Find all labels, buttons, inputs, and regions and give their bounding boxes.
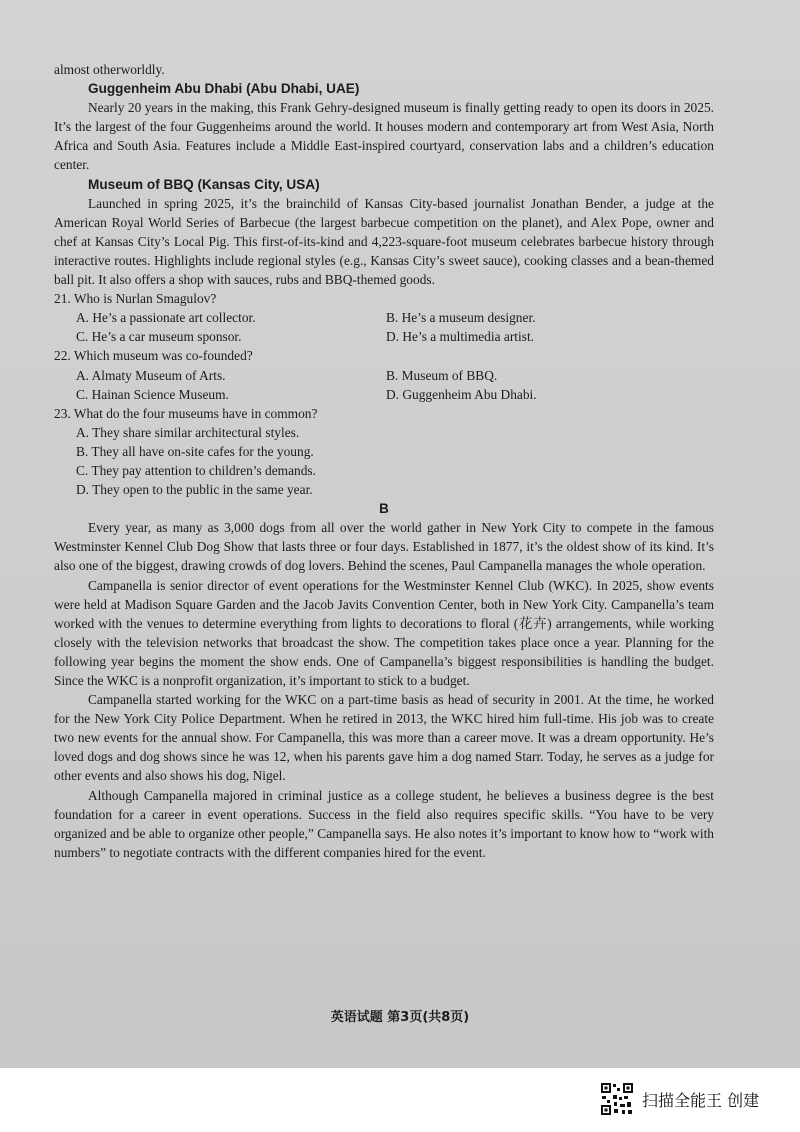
question-stem: 22. Which museum was co-founded? bbox=[54, 348, 253, 364]
qr-code-icon bbox=[600, 1082, 634, 1116]
option-b: B. Museum of BBQ. bbox=[386, 367, 498, 383]
option-c: C. They pay attention to children’s demands. bbox=[76, 462, 316, 478]
passage-b-paragraph-2: Campanella is senior director of event operations for the Westminster Kennel Club (WKC). In 2025, show events were held at Madison Square Garden and the Jacob Javits Convention Center, both in New York City. Campanella’s team worked with the venues to determine everything from lights to decorations to floral (花卉) arrangements, while working closely with the television networks that broadcast the show. The competition takes place once a year. Planning for the following year begins the moment the show ends. One of Campanella’s biggest responsibilities is handling the budget. Since the WKC is a nonprofit organization, it’s important to stick to a budget. bbox=[54, 577, 714, 688]
section-b-label: B bbox=[379, 501, 389, 517]
option-c: C. He’s a car museum sponsor. bbox=[76, 329, 242, 345]
page-content bbox=[54, 60, 714, 862]
page-footer: 英语试题 第3页(共8页) bbox=[330, 1010, 470, 1025]
option-a: A. They share similar architectural styles. bbox=[76, 424, 300, 440]
option-d: D. Guggenheim Abu Dhabi. bbox=[386, 386, 537, 402]
passage-b-paragraph-1: Every year, as many as 3,000 dogs from all over the world gather in New York City to compete in the famous Westminster Kennel Club Dog Show that lasts three or four days. Established in 1877, it’s the oldest show of its kind. It’s also one of the biggest, drawing crowds of dog lovers. Behind the scenes, Paul Campanella manages the whole operation. bbox=[54, 520, 714, 574]
option-d: D. They open to the public in the same year. bbox=[76, 482, 313, 498]
question-21 bbox=[54, 289, 714, 346]
question-stem: 21. Who is Nurlan Smagulov? bbox=[54, 291, 217, 307]
option-b: B. They all have on-site cafes for the young. bbox=[76, 443, 314, 459]
bbq-heading: Museum of BBQ (Kansas City, USA) bbox=[88, 176, 320, 192]
question-stem: 23. What do the four museums have in common? bbox=[54, 405, 318, 421]
option-a: A. He’s a passionate art collector. bbox=[76, 310, 256, 326]
guggenheim-heading: Guggenheim Abu Dhabi (Abu Dhabi, UAE) bbox=[88, 81, 360, 97]
passage-b-paragraph-3: Campanella started working for the WKC on a part-time basis as head of security in 2001. At the time, he worked for the New York City Police Department. When he retired in 2013, the WKC hired him full-time. His job was to create two new events for the annual show. For Campanella, this was more than a career move. It was a dream opportunity. He’s loved dogs and dog shows since he was 12, when his parents gave him a dog named Starr. Today, he serves as a judge for other events and also shows his dog, Nigel. bbox=[54, 692, 714, 784]
guggenheim-paragraph: Nearly 20 years in the making, this Frank Gehry-designed museum is finally getting ready to open its doors in 2025. It’s the largest of the four Guggenheims around the world. It houses modern and contemporary art from West Asia, North Africa and South Asia. Features include a Middle East-inspired courtyard, conservation labs and a children’s education center. bbox=[54, 100, 714, 173]
scanner-brand-text: 扫描全能王 创建 bbox=[642, 1091, 760, 1110]
option-a: A. Almaty Museum of Arts. bbox=[76, 367, 226, 383]
question-22 bbox=[54, 346, 714, 403]
option-b: B. He’s a museum designer. bbox=[386, 310, 536, 326]
passage-b-paragraph-4: Although Campanella majored in criminal justice as a college student, he believes a business degree is the best foundation for a career in event operations. Success in the field also requires specific skills. “You have to be very organized and be able to organize other people,” Campanella says. He also notes it’s important to know how to “work with numbers” to negotiate contracts with the different companies hired for the event. bbox=[54, 787, 714, 860]
option-c: C. Hainan Science Museum. bbox=[76, 386, 229, 402]
option-d: D. He’s a multimedia artist. bbox=[386, 329, 535, 345]
question-23 bbox=[54, 404, 714, 499]
lead-text: almost otherworldly. bbox=[54, 62, 165, 77]
bbq-paragraph: Launched in spring 2025, it’s the brainchild of Kansas City-based journalist Jonathan Bender, a judge at the American Royal World Series of Barbecue (the largest barbecue competition on the planet), and Alex Pope, owner and chef at Kansas City’s Local Pig. This first-of-its-kind and 4,223-square-foot museum celebrates barbecue history through interactive routes. Highlights include regional styles (e.g., Kansas City’s sweet sauce), cooking classes and a bean-themed ball pit. It also offers a shop with sauces, rubs and BBQ-themed goods. bbox=[54, 195, 714, 288]
